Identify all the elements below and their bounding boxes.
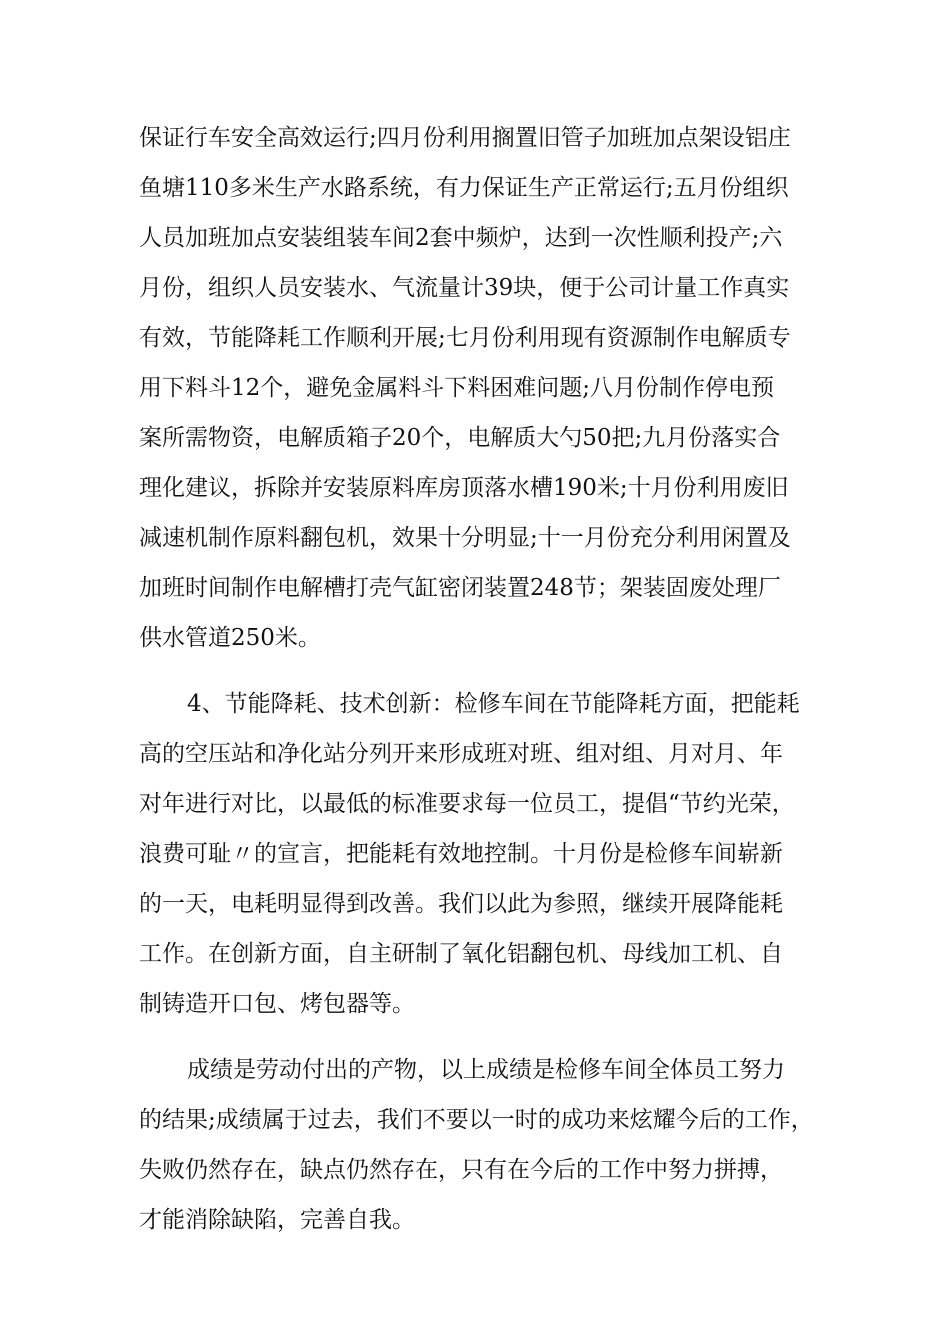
paragraph-1-line-4: 月份，组织人员安装水、气流量计39块，便于公司计量工作真实 (139, 275, 790, 301)
paragraph-1-line-7: 案所需物资，电解质箱子20个，电解质大勺50把;九月份落实合 (139, 425, 781, 451)
paragraph-3-line-2: 的结果;成绩属于过去，我们不要以一时的成功来炫耀今后的工作， (139, 1107, 814, 1133)
paragraph-2-line-7: 制铸造开口包、烤包器等。 (139, 991, 415, 1017)
paragraph-2-line-4: 浪费可耻〃的宣言，把能耗有效地控制。十月份是检修车间崭新 (139, 841, 783, 867)
paragraph-3-line-1: 成绩是劳动付出的产物，以上成绩是检修车间全体员工努力 (187, 1057, 785, 1083)
paragraph-2-line-2: 高的空压站和净化站分列开来形成班对班、组对组、月对月、年 (139, 741, 783, 767)
paragraph-1-line-3: 人员加班加点安装组装车间2套中频炉，达到一次性顺利投产;六 (139, 225, 783, 251)
paragraph-2-line-1: 4、节能降耗、技术创新：检修车间在节能降耗方面，把能耗 (187, 691, 800, 717)
paragraph-3-line-3: 失败仍然存在，缺点仍然存在，只有在今后的工作中努力拼搏， (139, 1157, 783, 1183)
paragraph-2-line-5: 的一天，电耗明显得到改善。我们以此为参照，继续开展降能耗 (139, 891, 783, 917)
paragraph-1-line-8: 理化建议，拆除并安装原料库房顶落水槽190米;十月份利用废旧 (139, 475, 789, 501)
paragraph-2-line-3: 对年进行对比，以最低的标准要求每一位员工，提倡“节约光荣， (139, 791, 795, 817)
paragraph-1-line-2: 鱼塘110多米生产水路系统，有力保证生产正常运行;五月份组织 (139, 175, 789, 201)
paragraph-2-line-6: 工作。在创新方面，自主研制了氧化铝翻包机、母线加工机、自 (139, 941, 783, 967)
paragraph-1-line-11: 供水管道250米。 (139, 625, 321, 651)
paragraph-1-line-1: 保证行车安全高效运行;四月份利用搁置旧管子加班加点架设铝庄 (139, 125, 791, 151)
paragraph-1-line-6: 用下料斗12个，避免金属料斗下料困难问题;八月份制作停电预 (139, 375, 775, 401)
paragraph-1-line-5: 有效，节能降耗工作顺利开展;七月份利用现有资源制作电解质专 (139, 325, 791, 351)
paragraph-1-line-9: 减速机制作原料翻包机，效果十分明显;十一月份充分利用闲置及 (139, 525, 791, 551)
paragraph-3-line-4: 才能消除缺陷，完善自我。 (139, 1207, 415, 1233)
paragraph-1-line-10: 加班时间制作电解槽打壳气缸密闭装置248节；架装固废处理厂 (139, 575, 781, 601)
